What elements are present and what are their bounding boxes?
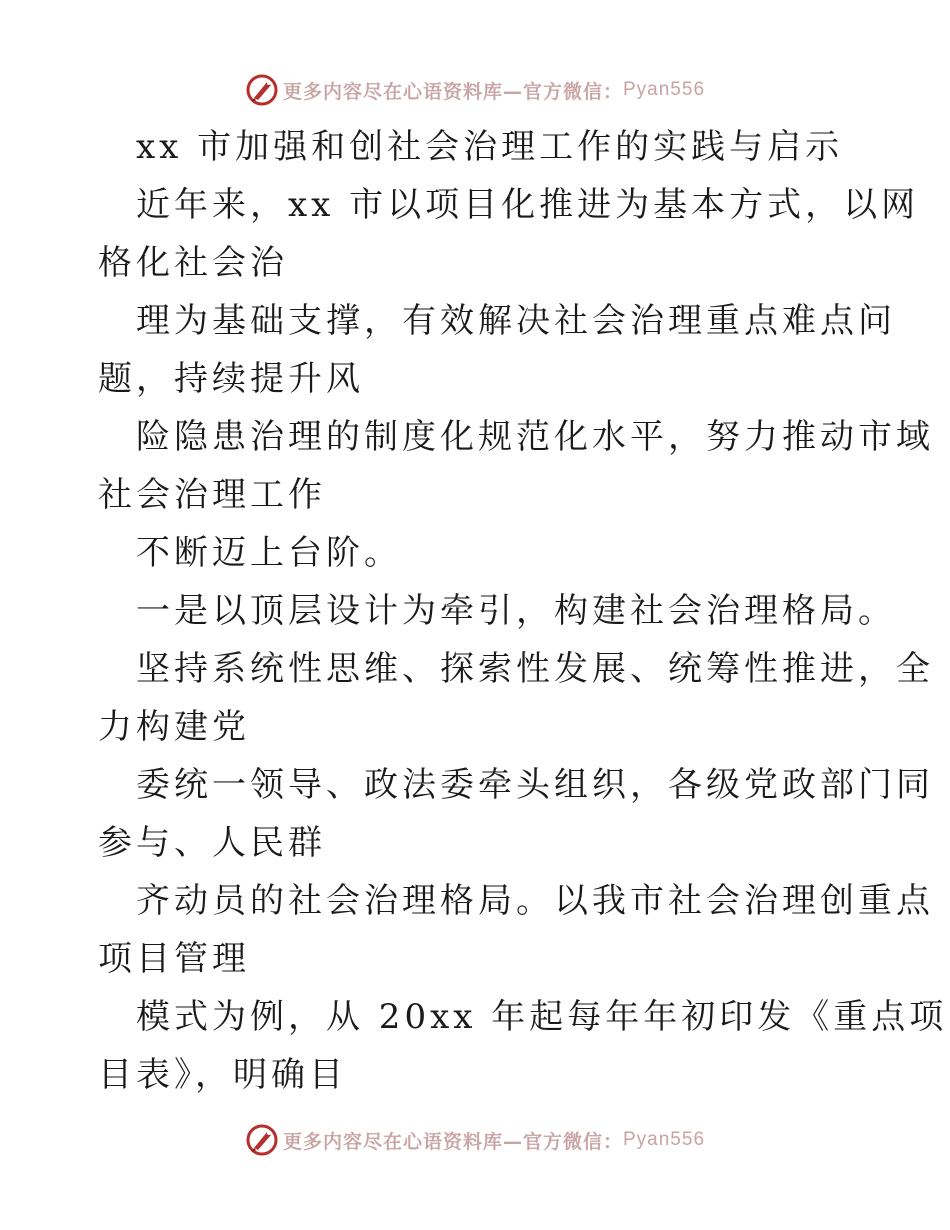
document-title: xx 市加强和创社会治理工作的实践与启示 [136, 127, 844, 167]
paragraph-line: 题，持续提升风 [98, 359, 364, 399]
paragraph-line: 项目管理 [98, 939, 250, 979]
paragraph-line: 不断迈上台阶。 [136, 533, 402, 573]
footer-banner [0, 1120, 950, 1160]
paragraph-line: 格化社会治 [98, 243, 288, 283]
header-banner [0, 70, 950, 110]
paragraph-line: 社会治理工作 [98, 475, 326, 515]
paragraph-line: 目表》，明确目 [98, 1055, 347, 1095]
paragraph-line: 委统一领导、政法委牵头组织，各级党政部门同 [136, 765, 934, 805]
header-banner-account: Pyan556 [623, 79, 706, 100]
paragraph-line: 近年来，xx 市以项目化推进为基本方式，以网 [136, 185, 920, 225]
document-body [98, 118, 948, 1104]
footer-banner-account: Pyan556 [623, 1129, 706, 1150]
paragraph-line: 参与、人民群 [98, 823, 326, 863]
footer-banner-text: 更多内容尽在心语资料库—官方微信： [282, 1130, 623, 1153]
paragraph-line: 理为基础支撑，有效解决社会治理重点难点问 [136, 301, 896, 341]
pen-logo-icon [245, 73, 279, 107]
paragraph-line: 坚持系统性思维、探索性发展、统筹性推进，全 [136, 649, 934, 689]
pen-logo-icon [245, 1123, 279, 1157]
paragraph-line: 模式为例，从 20xx 年起每年年初印发《重点项 [136, 997, 948, 1037]
paragraph-line: 力构建党 [98, 707, 250, 747]
paragraph-line: 齐动员的社会治理格局。以我市社会治理创重点 [136, 881, 934, 921]
paragraph-line: 险隐患治理的制度化规范化水平，努力推动市域 [136, 417, 934, 457]
paragraph-line: 一是以顶层设计为牵引，构建社会治理格局。 [136, 591, 896, 631]
header-banner-text: 更多内容尽在心语资料库—官方微信： [282, 80, 623, 103]
